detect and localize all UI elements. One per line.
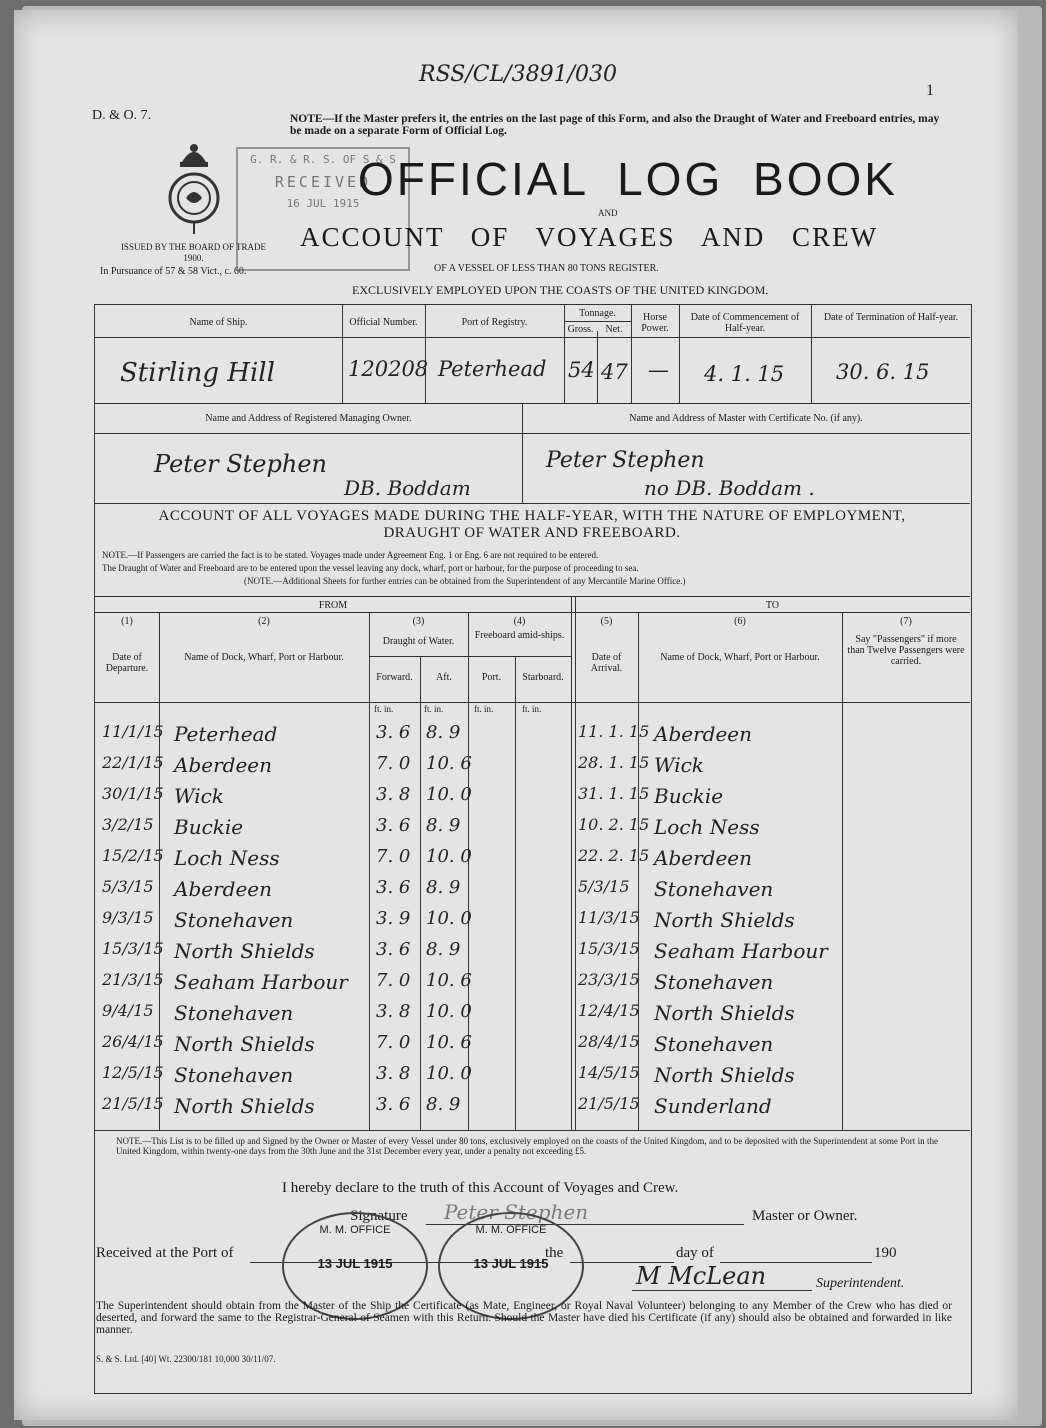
ship-name-value: Stirling Hill bbox=[120, 358, 275, 388]
header-starboard: Starboard. bbox=[522, 672, 564, 683]
col-7-number: (7) bbox=[900, 616, 912, 627]
title-line4: EXCLUSIVELY EMPLOYED UPON THE COASTS OF THE UNITED KINGDOM. bbox=[352, 283, 769, 297]
ftin-starboard: ft. in. bbox=[522, 704, 542, 714]
horse-power-value: — bbox=[648, 358, 669, 382]
departure-date: 5/3/15 bbox=[102, 877, 154, 896]
mm-stamp-2-date: 13 JUL 1915 bbox=[473, 1256, 549, 1271]
draught-forward: 7. 0 bbox=[376, 1032, 411, 1053]
draught-forward: 7. 0 bbox=[376, 970, 411, 991]
arrival-place: Aberdeen bbox=[654, 846, 752, 870]
draught-aft: 10. 0 bbox=[426, 784, 472, 805]
departure-place: Buckie bbox=[174, 815, 244, 839]
arrival-date: 23/3/15 bbox=[578, 970, 640, 989]
departure-place: Stonehaven bbox=[174, 908, 294, 932]
header-net: Net. bbox=[605, 324, 623, 335]
col-4-number: (4) bbox=[513, 616, 526, 627]
reference-number: RSS/CL/3891/030 bbox=[419, 62, 617, 87]
title-main: OFFICIAL LOG BOOK bbox=[358, 153, 898, 205]
mm-stamp-2-label: M. M. OFFICE bbox=[475, 1224, 547, 1236]
col-3-number: (3) bbox=[412, 616, 425, 627]
col-6-number: (6) bbox=[734, 616, 746, 627]
printer-imprint: S. & S. Ltd. [40] Wt. 22300/181 10,000 30/11/07. bbox=[96, 1354, 276, 1364]
departure-date: 9/3/15 bbox=[102, 908, 154, 927]
departure-place: Wick bbox=[174, 784, 224, 808]
received-stamp-line2: RECEIVED bbox=[274, 173, 372, 191]
title-line3: OF A VESSEL OF LESS THAN 80 TONS REGISTER. bbox=[434, 263, 659, 274]
mm-stamp-1-date: 13 JUL 1915 bbox=[317, 1256, 393, 1271]
master-or-owner: Master or Owner. bbox=[752, 1208, 858, 1224]
arrival-date: 10. 2. 15 bbox=[578, 815, 650, 834]
header-ship-name: Name of Ship. bbox=[189, 317, 248, 328]
draught-aft: 8. 9 bbox=[426, 1094, 461, 1115]
superintendent-signature: M McLean bbox=[636, 1262, 767, 1290]
termination-value: 30. 6. 15 bbox=[836, 360, 930, 384]
owner-address-value: DB. Boddam bbox=[344, 476, 471, 500]
draught-forward: 7. 0 bbox=[376, 846, 411, 867]
header-date-arrival: Date of Arrival. bbox=[590, 652, 623, 674]
master-address-value: no DB. Boddam . bbox=[644, 476, 815, 500]
arrival-place: Stonehaven bbox=[654, 1032, 774, 1056]
header-passengers: Say "Passengers" if more than Twelve Passengers were carried. bbox=[847, 634, 965, 667]
departure-place: Stonehaven bbox=[174, 1001, 294, 1025]
arrival-date: 14/5/15 bbox=[578, 1063, 640, 1082]
departure-date: 22/1/15 bbox=[102, 753, 164, 772]
draught-aft: 8. 9 bbox=[426, 877, 461, 898]
arrival-place: North Shields bbox=[654, 1001, 795, 1025]
header-commencement: Date of Commencement of Half-year. bbox=[690, 312, 800, 334]
instructions: The Superintendent should obtain from the Master of the Ship the Certificate (as Mate, Engineer, or Royal Naval Volunteer) belonging to any Member of the Crew who has died or deserted, and forward the same to the Registrar-General of Seamen with this Return. Should the Master have died his Certificate (if any) should also be obtained and forwarded in like manner. bbox=[96, 1300, 952, 1336]
draught-forward: 3. 6 bbox=[376, 939, 411, 960]
header-master: Name and Address of Master with Certificate No. (if any). bbox=[629, 413, 863, 424]
departure-date: 12/5/15 bbox=[102, 1063, 164, 1082]
arrival-date: 11. 1. 15 bbox=[578, 722, 650, 741]
header-gross: Gross. bbox=[567, 324, 594, 335]
draught-forward: 3. 8 bbox=[376, 784, 411, 805]
page-number: 1 bbox=[926, 82, 934, 99]
draught-forward: 3. 6 bbox=[376, 1094, 411, 1115]
col-1-number: (1) bbox=[121, 616, 133, 627]
pursuance-text: In Pursuance of 57 & 58 Vict., c. 60. bbox=[100, 266, 247, 277]
arrival-place: Stonehaven bbox=[654, 877, 774, 901]
arrival-date: 12/4/15 bbox=[578, 1001, 640, 1020]
declaration: I hereby declare to the truth of this Account of Voyages and Crew. bbox=[282, 1180, 679, 1196]
header-freeboard: Freeboard amid-ships. bbox=[474, 630, 565, 641]
header-port: Port. bbox=[481, 672, 502, 683]
official-number-value: 120208 bbox=[348, 357, 429, 381]
arrival-place: Aberdeen bbox=[654, 722, 752, 746]
departure-date: 15/3/15 bbox=[102, 939, 164, 958]
arrival-place: Seaham Harbour bbox=[654, 939, 828, 963]
draught-aft: 10. 0 bbox=[426, 1001, 472, 1022]
draught-aft: 10. 0 bbox=[426, 1063, 472, 1084]
header-aft: Aft. bbox=[436, 672, 452, 683]
royal-crest-icon bbox=[164, 140, 224, 238]
departure-place: Stonehaven bbox=[174, 1063, 294, 1087]
departure-date: 26/4/15 bbox=[102, 1032, 164, 1051]
header-horse-power: Horse Power. bbox=[641, 312, 669, 334]
net-value: 47 bbox=[601, 360, 628, 384]
departure-place: Aberdeen bbox=[174, 877, 272, 901]
draught-aft: 10. 6 bbox=[426, 753, 472, 774]
received-at-label: Received at the Port of bbox=[96, 1245, 234, 1261]
departure-place: North Shields bbox=[174, 1032, 315, 1056]
draught-aft: 10. 6 bbox=[426, 970, 472, 991]
departure-place: Aberdeen bbox=[174, 753, 272, 777]
draught-forward: 7. 0 bbox=[376, 753, 411, 774]
draught-aft: 10. 0 bbox=[426, 846, 472, 867]
commence-value: 4. 1. 15 bbox=[704, 362, 785, 386]
departure-date: 15/2/15 bbox=[102, 846, 164, 865]
account-note-1: NOTE.—If Passengers are carried the fact is to be stated. Voyages made under Agreement Eng. 1 or Eng. 6 are not required to be entered. bbox=[102, 550, 599, 560]
mm-stamp-1-label: M. M. OFFICE bbox=[319, 1224, 391, 1236]
bottom-note: NOTE.—This List is to be filled up and Signed by the Owner or Master of every Vessel under 80 tons, exclusively employed on the coasts of the United Kingdom, and to be deposited with the Superintendent at some Port in the United Kingdom, within twenty-one days from the 30th June and the 31st December every year, under a penalty not exceeding £5. bbox=[116, 1136, 938, 1156]
draught-forward: 3. 9 bbox=[376, 908, 411, 929]
title-and: AND bbox=[598, 208, 618, 218]
arrival-place: North Shields bbox=[654, 1063, 795, 1087]
received-stamp-line1: G. R. & R. S. OF S & S bbox=[250, 153, 396, 166]
draught-forward: 3. 6 bbox=[376, 815, 411, 836]
departure-place: North Shields bbox=[174, 1094, 315, 1118]
draught-forward: 3. 6 bbox=[376, 722, 411, 743]
issued-by-text: ISSUED BY THE BOARD OF TRADE bbox=[120, 242, 267, 252]
master-name-value: Peter Stephen bbox=[546, 448, 705, 473]
header-name-to: Name of Dock, Wharf, Port or Harbour. bbox=[660, 652, 820, 663]
form-code: D. & O. 7. bbox=[92, 108, 152, 123]
header-date-departure: Date of Departure. bbox=[105, 652, 149, 674]
arrival-place: Loch Ness bbox=[654, 815, 760, 839]
arrival-date: 31. 1. 15 bbox=[578, 784, 650, 803]
account-note-2: The Draught of Water and Freeboard are to be entered upon the vessel leaving any dock, wharf, port or harbour, for the purpose of proceeding to sea. bbox=[102, 563, 639, 573]
arrival-date: 11/3/15 bbox=[578, 908, 640, 927]
log-book-page bbox=[14, 10, 1018, 1420]
draught-aft: 8. 9 bbox=[426, 722, 461, 743]
the-label: the bbox=[545, 1245, 564, 1261]
departure-date: 21/3/15 bbox=[102, 970, 164, 989]
draught-aft: 8. 9 bbox=[426, 815, 461, 836]
header-name-from: Name of Dock, Wharf, Port or Harbour. bbox=[184, 652, 344, 663]
received-stamp-date: 16 JUL 1915 bbox=[286, 197, 360, 210]
arrival-date: 28. 1. 15 bbox=[578, 753, 650, 772]
draught-aft: 10. 6 bbox=[426, 1032, 472, 1053]
account-title: ACCOUNT OF ALL VOYAGES MADE DURING THE HALF-YEAR, WITH THE NATURE OF EMPLOYMENT, DRAUGHT OF WATER AND FREEBOARD. bbox=[158, 508, 906, 541]
account-note-3: (NOTE.—Additional Sheets for further entries can be obtained from the Superintendent of any Mercantile Marine Office.) bbox=[244, 576, 686, 586]
departure-date: 11/1/15 bbox=[102, 722, 164, 741]
draught-forward: 3. 6 bbox=[376, 877, 411, 898]
col-5-number: (5) bbox=[600, 616, 613, 627]
arrival-date: 21/5/15 bbox=[578, 1094, 640, 1113]
arrival-date: 15/3/15 bbox=[578, 939, 640, 958]
header-tonnage: Tonnage. bbox=[579, 308, 616, 319]
port-registry-value: Peterhead bbox=[438, 357, 547, 381]
header-port-registry: Port of Registry. bbox=[461, 317, 528, 328]
departure-date: 30/1/15 bbox=[102, 784, 164, 803]
owner-name-value: Peter Stephen bbox=[154, 450, 327, 478]
header-draught: Draught of Water. bbox=[382, 636, 455, 647]
header-from: FROM bbox=[318, 600, 348, 611]
draught-forward: 3. 8 bbox=[376, 1001, 411, 1022]
arrival-place: Wick bbox=[654, 753, 704, 777]
departure-date: 21/5/15 bbox=[102, 1094, 164, 1113]
signature-value: Peter Stephen bbox=[444, 1200, 589, 1224]
title-sub: ACCOUNT OF VOYAGES AND CREW bbox=[300, 222, 879, 252]
arrival-place: Buckie bbox=[654, 784, 724, 808]
day-of-label: day of bbox=[676, 1245, 714, 1261]
header-to: TO bbox=[765, 600, 780, 611]
top-note: NOTE—If the Master prefers it, the entries on the last page of this Form, and also the Draught of Water and Freeboard entries, may be made on a separate Form of Official Log. bbox=[290, 113, 940, 137]
departure-place: Seaham Harbour bbox=[174, 970, 348, 994]
signature-label: Signature bbox=[350, 1208, 408, 1224]
year-prefix: 190 bbox=[874, 1245, 897, 1261]
ftin-port: ft. in. bbox=[474, 704, 494, 714]
arrival-place: Sunderland bbox=[654, 1094, 772, 1118]
superintendent-label: Superintendent. bbox=[816, 1276, 905, 1291]
draught-aft: 8. 9 bbox=[426, 939, 461, 960]
arrival-date: 28/4/15 bbox=[578, 1032, 640, 1051]
departure-date: 9/4/15 bbox=[102, 1001, 154, 1020]
departure-place: Peterhead bbox=[174, 722, 278, 746]
header-official-number: Official Number. bbox=[349, 317, 418, 328]
arrival-place: Stonehaven bbox=[654, 970, 774, 994]
arrival-date: 5/3/15 bbox=[578, 877, 630, 896]
arrival-place: North Shields bbox=[654, 908, 795, 932]
draught-aft: 10. 0 bbox=[426, 908, 472, 929]
ftin-aft: ft. in. bbox=[424, 704, 444, 714]
header-termination: Date of Termination of Half-year. bbox=[823, 312, 959, 323]
issued-year: 1900. bbox=[183, 253, 204, 263]
gross-value: 54 bbox=[568, 358, 595, 382]
ftin-forward: ft. in. bbox=[374, 704, 394, 714]
draught-forward: 3. 8 bbox=[376, 1063, 411, 1084]
col-2-number: (2) bbox=[258, 616, 270, 627]
departure-place: Loch Ness bbox=[174, 846, 280, 870]
departure-place: North Shields bbox=[174, 939, 315, 963]
departure-date: 3/2/15 bbox=[102, 815, 154, 834]
header-owner: Name and Address of Registered Managing Owner. bbox=[205, 413, 412, 424]
arrival-date: 22. 2. 15 bbox=[578, 846, 650, 865]
header-forward: Forward. bbox=[376, 672, 413, 683]
